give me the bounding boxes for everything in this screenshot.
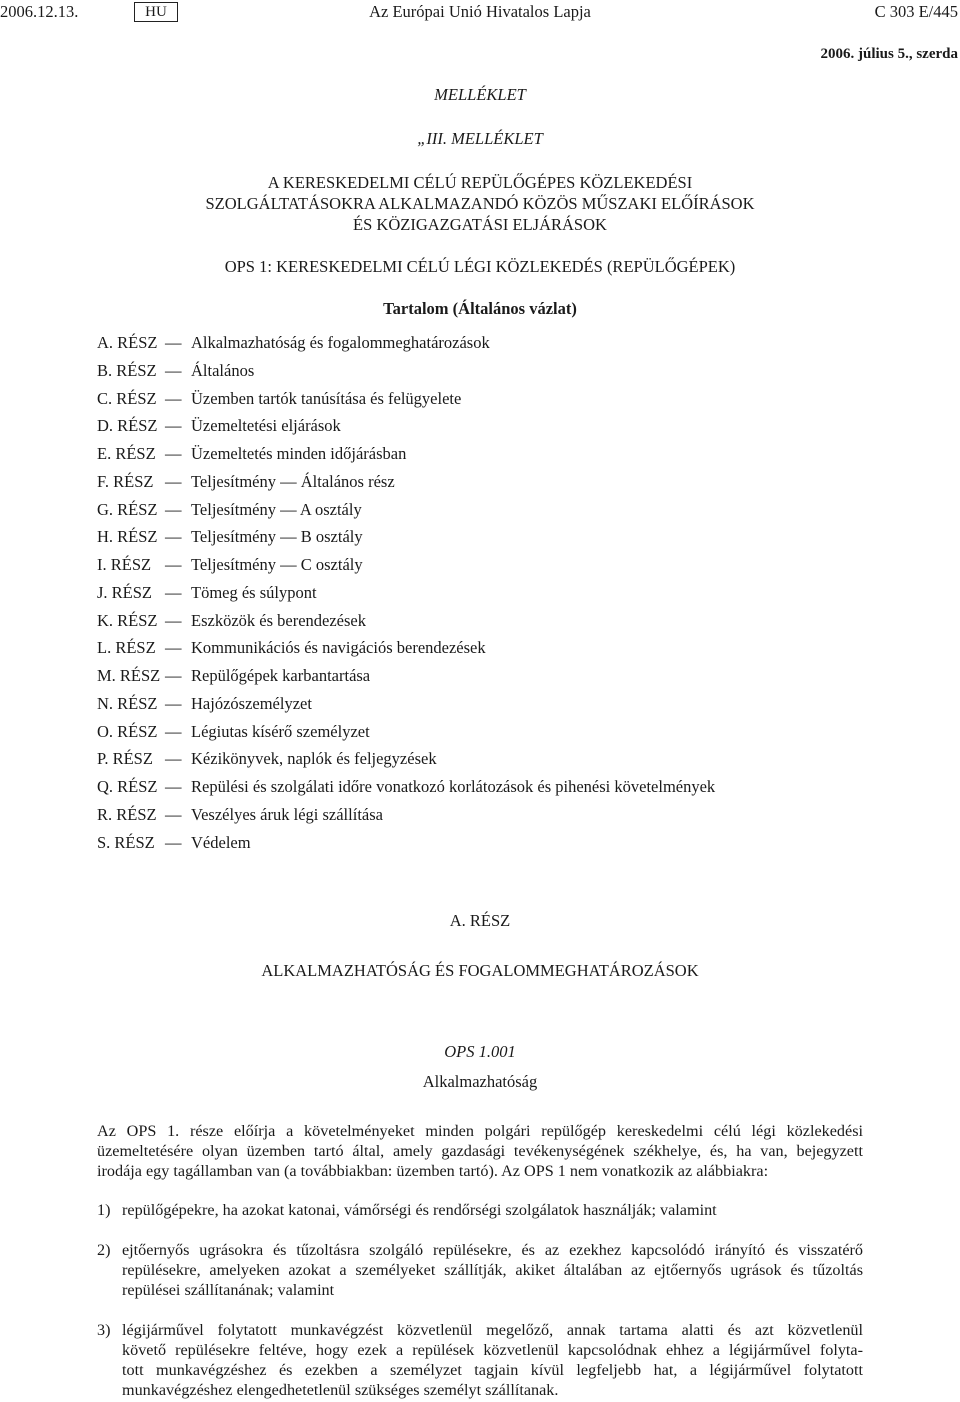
item-text [122, 1200, 863, 1220]
toc-title: Védelem [191, 832, 251, 852]
section-part-title: A. RÉSZ [449, 911, 511, 930]
toc-title: Üzemeltetési eljárások [191, 416, 341, 436]
toc-dash: — [165, 610, 182, 630]
toc-dash: — [165, 666, 182, 685]
toc-dash: — [165, 388, 182, 408]
toc-dash: — [165, 777, 182, 796]
toc-title: Légiutas kísérő személyzet [191, 721, 370, 741]
toc-dash: — [165, 444, 182, 463]
toc-part: E. RÉSZ [97, 444, 156, 463]
table-of-contents [97, 329, 715, 856]
toc-row [97, 385, 715, 413]
page-reference: C 303 E/445 [874, 2, 958, 21]
toc-title: Kommunikációs és navigációs berendezések [191, 638, 486, 658]
main-title-line-2: SZOLGÁLTATÁSOKRA ALKALMAZANDÓ KÖZÖS MŰSZAKI ELŐÍRÁSOK [205, 194, 755, 213]
toc-dash: — [165, 582, 182, 602]
toc-row [97, 634, 715, 662]
toc-title: Általános [191, 360, 255, 380]
toc-title: Teljesítmény — B osztály [191, 527, 363, 547]
toc-dash: — [165, 333, 182, 352]
ops-title: OPS 1: KERESKEDELMI CÉLÚ LÉGI KÖZLEKEDÉS (REPÜLŐGÉPEK) [224, 257, 736, 276]
toc-part: P. RÉSZ [97, 749, 153, 769]
toc-title: Veszélyes áruk légi szállítása [191, 804, 383, 824]
toc-row [97, 579, 715, 607]
toc-dash: — [165, 638, 182, 658]
toc-dash: — [165, 360, 182, 380]
toc-title: Tömeg és súlypont [191, 582, 317, 602]
toc-row [97, 440, 715, 468]
toc-dash: — [165, 471, 182, 491]
toc-row [97, 412, 715, 440]
item-line: légijárművel folytatott munkavégzést közvetlenül megelőző, annak tartama alatti és azt közvetlenül [122, 1321, 863, 1339]
toc-dash: — [165, 693, 182, 713]
toc-part: R. RÉSZ [97, 804, 157, 824]
item-number: 3) [97, 1321, 111, 1339]
toc-part: J. RÉSZ [97, 582, 153, 602]
item-text [122, 1320, 863, 1400]
item-line: repülőgépekre, ha azokat katonai, vámőrségi és rendőrségi szolgálatok használják; valamint [122, 1201, 717, 1219]
article-number: OPS 1.001 [444, 1042, 516, 1061]
toc-row [97, 773, 715, 801]
toc-row [97, 357, 715, 385]
toc-dash: — [165, 527, 182, 547]
annex-iii-title: „III. MELLÉKLET [417, 129, 543, 148]
item-line: munkavégzéshez elengedhetetlenül szükséges személyt szállítanak. [122, 1381, 559, 1399]
toc-title: Hajózószemélyzet [191, 693, 312, 713]
toc-dash: — [165, 555, 182, 574]
toc-part: N. RÉSZ [97, 693, 158, 713]
toc-dash: — [165, 721, 182, 741]
toc-dash: — [165, 749, 182, 769]
toc-dash: — [165, 499, 182, 519]
toc-title: Üzemeltetés minden időjárásban [191, 444, 407, 463]
item-line: tott munkavégzéshez és ezekben a személyzet tagjain kívül legfeljebb hat, a légijárművel folytatott [122, 1361, 863, 1379]
item-line: követő repülésekre feltéve, hogy ezek a repülések közvetlenül kapcsolódnak ehhez a légijárművel folyta- [122, 1341, 863, 1359]
toc-row [97, 468, 715, 496]
header-date: 2006.12.13. [0, 2, 79, 21]
item-number: 2) [97, 1241, 111, 1259]
toc-part: K. RÉSZ [97, 610, 158, 630]
toc-row [97, 829, 715, 857]
toc-dash: — [165, 804, 182, 824]
toc-title: Kézikönyvek, naplók és feljegyzések [191, 749, 437, 769]
annex-title: MELLÉKLET [434, 85, 526, 104]
toc-title: Alkalmazhatóság és fogalommeghatározások [191, 333, 490, 352]
toc-title: Teljesítmény — C osztály [191, 555, 363, 574]
toc-part: G. RÉSZ [97, 499, 158, 519]
toc-row [97, 662, 715, 690]
journal-title: Az Európai Unió Hivatalos Lapja [369, 2, 591, 21]
toc-part: I. RÉSZ [97, 555, 152, 574]
toc-row [97, 718, 715, 746]
toc-part: H. RÉSZ [97, 527, 158, 547]
item-line: repülései szállítanának; valamint [122, 1281, 335, 1299]
toc-row [97, 523, 715, 551]
toc-title: Repülőgépek karbantartása [191, 666, 371, 685]
item-line: repülésekre, amelyeken azokat a személyeket szállítják, akiket általában az ejtőernyős ugrások és tűzoltás [122, 1261, 863, 1279]
toc-part: M. RÉSZ [97, 666, 161, 685]
toc-part: C. RÉSZ [97, 388, 157, 408]
main-title-line-1: A KERESKEDELMI CÉLÚ REPÜLŐGÉPES KÖZLEKEDÉSI [267, 173, 693, 192]
toc-dash: — [165, 416, 182, 436]
main-title-line-3: ÉS KÖZIGAZGATÁSI ELJÁRÁSOK [353, 215, 607, 234]
toc-row [97, 801, 715, 829]
toc-row [97, 551, 715, 579]
toc-part: B. RÉSZ [97, 360, 157, 380]
item-text [122, 1240, 863, 1300]
language-badge: HU [134, 2, 178, 22]
toc-part: D. RÉSZ [97, 416, 158, 436]
toc-part: A. RÉSZ [97, 333, 158, 352]
toc-part: S. RÉSZ [97, 832, 155, 852]
item-number: 1) [97, 1201, 111, 1219]
toc-row [97, 607, 715, 635]
intro-line: Az OPS 1. része előírja a követelményeket minden polgári repülőgép kereskedelmi célú légi közlekedési [97, 1122, 863, 1140]
article-title: Alkalmazhatóság [422, 1072, 538, 1091]
toc-row [97, 745, 715, 773]
section-title: ALKALMAZHATÓSÁG ÉS FOGALOMMEGHATÁROZÁSOK [261, 961, 699, 980]
toc-part: L. RÉSZ [97, 638, 156, 658]
toc-title: Repülési és szolgálati időre vonatkozó korlátozások és pihenési követelmények [191, 777, 716, 796]
intro-paragraph [97, 1121, 863, 1181]
toc-title: Eszközök és berendezések [191, 610, 366, 630]
toc-part: Q. RÉSZ [97, 777, 158, 796]
intro-line: irodája egy tagállamban van (a továbbiakban: üzemben tartó). Az OPS 1 nem vonatkozik az alábbiakra: [97, 1162, 769, 1180]
toc-row [97, 690, 715, 718]
toc-row [97, 329, 715, 357]
item-line: ejtőernyős ugrásokra és tűzoltásra szolgáló repülésekre, és az ezekhez kapcsolódó irányító és visszatérő [122, 1241, 863, 1259]
toc-part: F. RÉSZ [97, 471, 154, 491]
toc-title: Üzemben tartók tanúsítása és felügyelete [191, 388, 462, 408]
session-date: 2006. július 5., szerda [820, 46, 958, 62]
intro-line: üzemeltetésére olyan üzemben tartó által, amely gazdasági tevékenységének székhelye, és, ha van, bejegyzett [97, 1142, 863, 1160]
toc-heading: Tartalom (Általános vázlat) [383, 299, 577, 318]
toc-dash: — [165, 832, 182, 852]
toc-title: Teljesítmény — A osztály [191, 499, 362, 519]
toc-row [97, 496, 715, 524]
toc-title: Teljesítmény — Általános rész [191, 471, 395, 491]
toc-part: O. RÉSZ [97, 721, 158, 741]
